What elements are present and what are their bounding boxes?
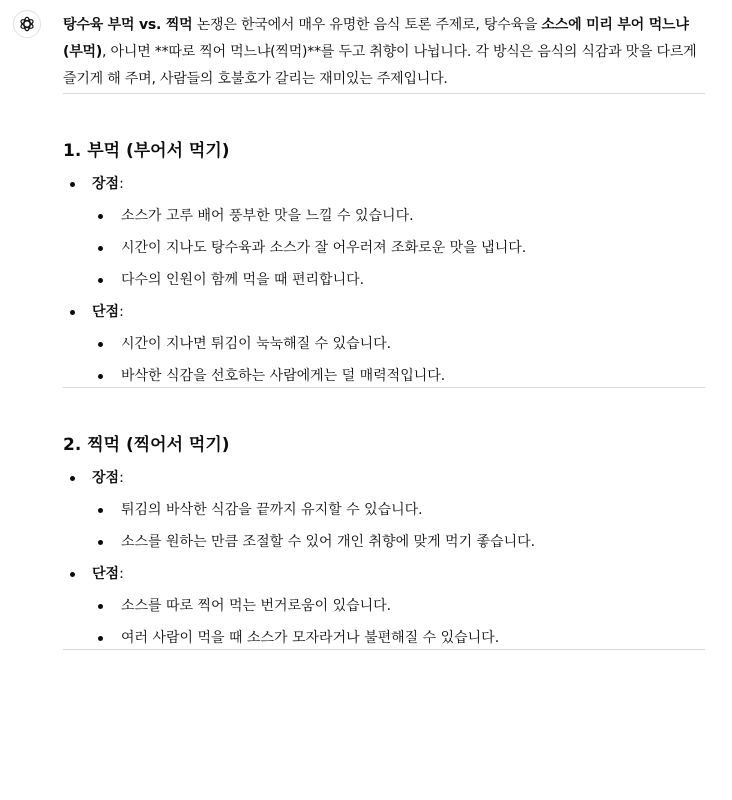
list-item: 바삭한 식감을 선호하는 사람에게는 덜 매력적입니다.	[92, 365, 705, 387]
pros-label	[92, 467, 705, 489]
cons-label-text: 단점	[92, 304, 120, 320]
colon: :	[119, 176, 124, 192]
cons-list	[92, 595, 705, 649]
pros-list	[92, 205, 705, 291]
pros-label-text: 장점	[92, 176, 120, 192]
colon: :	[119, 566, 124, 582]
intro-text-2: , 아니면 **따로 찍어 먹느냐(찍먹)**를 두고 취향이 나뉩니다. 각 방식은 음식의 식감과 맛을 다르게 즐기게 해 주며, 사람들의 호불호가 갈리는 재미있는 주제입니다.	[63, 44, 697, 87]
cons-label-text: 단점	[92, 566, 120, 582]
list-item: 소스가 고루 배어 풍부한 맛을 느낄 수 있습니다.	[92, 205, 705, 227]
colon: :	[119, 470, 124, 486]
list-item: 다수의 인원이 함께 먹을 때 편리합니다.	[92, 269, 705, 291]
section-list-jjikmeok	[63, 467, 705, 649]
intro-paragraph	[63, 12, 705, 93]
list-item: 여러 사람이 먹을 때 소스가 모자라거나 불편해질 수 있습니다.	[92, 627, 705, 649]
openai-logo-icon	[18, 15, 36, 33]
section-title-jjikmeok: 2. 찍먹 (찍어서 먹기)	[63, 435, 230, 455]
divider	[63, 387, 705, 388]
divider	[63, 649, 705, 650]
list-item-pros	[63, 467, 705, 553]
list-item-cons	[63, 301, 705, 387]
divider	[63, 93, 705, 94]
list-item-pros	[63, 173, 705, 291]
pros-label	[92, 173, 705, 195]
list-item: 튀김의 바삭한 식감을 끝까지 유지할 수 있습니다.	[92, 499, 705, 521]
cons-label	[92, 301, 705, 323]
list-item: 시간이 지나도 탕수육과 소스가 잘 어우러져 조화로운 맛을 냅니다.	[92, 237, 705, 259]
colon: :	[119, 304, 124, 320]
intro-bold-bumeok: 소스에 미리 부어 먹느냐(부먹)	[63, 17, 689, 60]
list-item: 시간이 지나면 튀김이 눅눅해질 수 있습니다.	[92, 333, 705, 355]
section-title-bumeok: 1. 부먹 (부어서 먹기)	[63, 141, 230, 161]
section-list-bumeok	[63, 173, 705, 387]
pros-list	[92, 499, 705, 553]
assistant-avatar	[13, 10, 41, 38]
intro-text-1: 논쟁은 한국에서 매우 유명한 음식 토론 주제로, 탕수육을	[192, 17, 542, 33]
list-item: 소스를 따로 찍어 먹는 번거로움이 있습니다.	[92, 595, 705, 617]
assistant-message	[63, 0, 705, 650]
list-item-cons	[63, 563, 705, 649]
pros-label-text: 장점	[92, 470, 120, 486]
list-item: 소스를 원하는 만큼 조절할 수 있어 개인 취향에 맞게 먹기 좋습니다.	[92, 531, 705, 553]
intro-bold-topic: 탕수육 부먹 vs. 찍먹	[63, 17, 193, 33]
cons-label	[92, 563, 705, 585]
cons-list	[92, 333, 705, 387]
